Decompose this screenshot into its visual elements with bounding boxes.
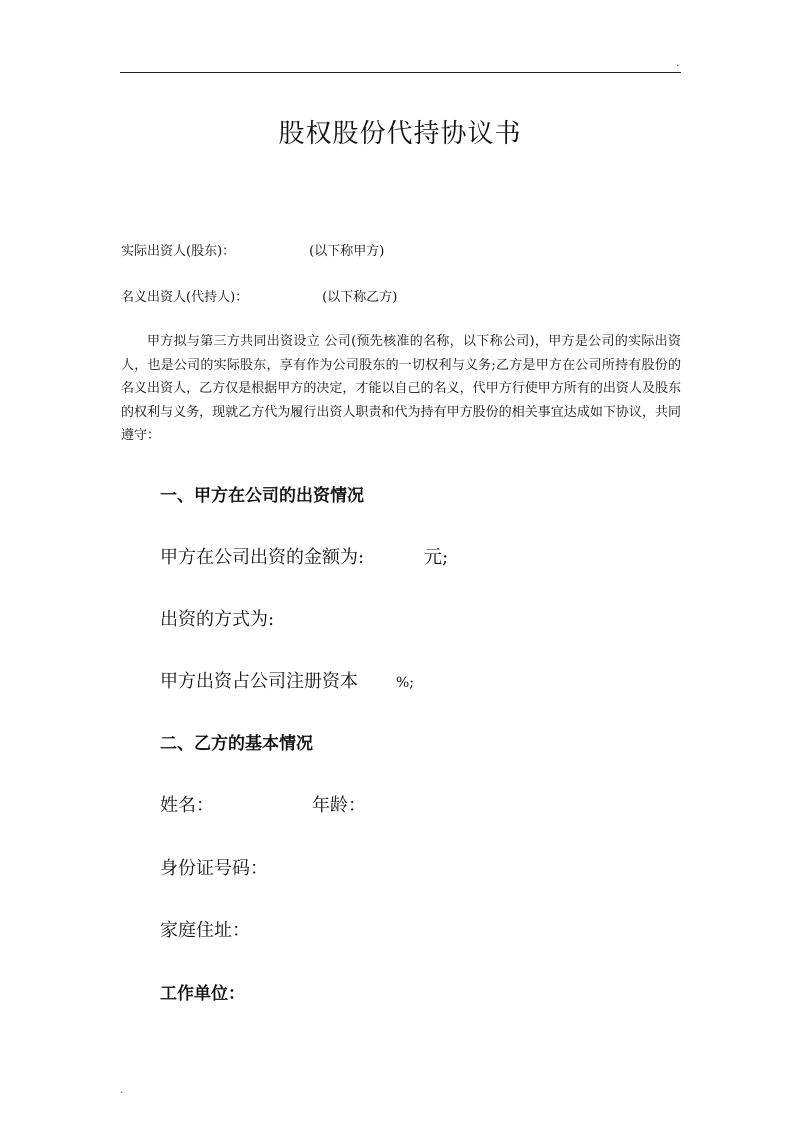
id-number-label: 身份证号码：	[160, 858, 268, 879]
name-label: 姓名：	[160, 795, 214, 816]
intro-paragraph: 甲方拟与第三方共同出资设立 公司(预先核准的名称，以下称公司)，甲方是公司的实际出资人，也是公司的实际股东，享有作为公司股东的一切权利与义务;乙方是甲方在公司所持有股份的名义出资人，乙方仅是根据甲方的决定，才能以自己的名义，代甲方行使甲方所有的出资人及股东的权利与义务，现就乙方代为履行出资人职责和代为持有甲方股份的相关事宜达成如下协议，共同遵守：	[121, 334, 681, 444]
ratio-unit: %;	[396, 675, 415, 691]
age-label: 年龄：	[312, 795, 366, 816]
employer-label: 工作单位：	[160, 984, 245, 1004]
header-rule	[120, 72, 681, 73]
header-dot: .	[676, 58, 680, 69]
amount-unit: 元;	[424, 547, 449, 568]
method-label: 出资的方式为:	[160, 609, 275, 630]
section-2-heading: 二、乙方的基本情况	[160, 734, 313, 754]
name-age-line	[160, 792, 366, 820]
address-label: 家庭住址：	[160, 920, 250, 941]
document-title: 股权股份代持协议书	[278, 119, 522, 149]
amount-label: 甲方在公司出资的金额为:	[160, 547, 365, 568]
footer-dot: .	[120, 1085, 124, 1096]
address-line	[160, 917, 250, 945]
nominal-investor-line	[121, 288, 397, 308]
actual-investor-label: 实际出资人(股东)：	[121, 244, 236, 259]
ratio-line	[160, 668, 414, 697]
actual-investor-note: (以下称甲方)	[309, 244, 385, 259]
employer-line	[160, 980, 245, 1008]
section-1-heading: 一、甲方在公司的出资情况	[160, 486, 364, 506]
actual-investor-line	[121, 242, 384, 262]
ratio-label: 甲方出资占公司注册资本	[160, 671, 358, 692]
amount-line	[160, 544, 448, 572]
nominal-investor-note: (以下称乙方)	[322, 290, 398, 305]
method-line	[160, 606, 274, 634]
id-number-line	[160, 855, 268, 883]
nominal-investor-label: 名义出资人(代持人)：	[121, 290, 249, 305]
